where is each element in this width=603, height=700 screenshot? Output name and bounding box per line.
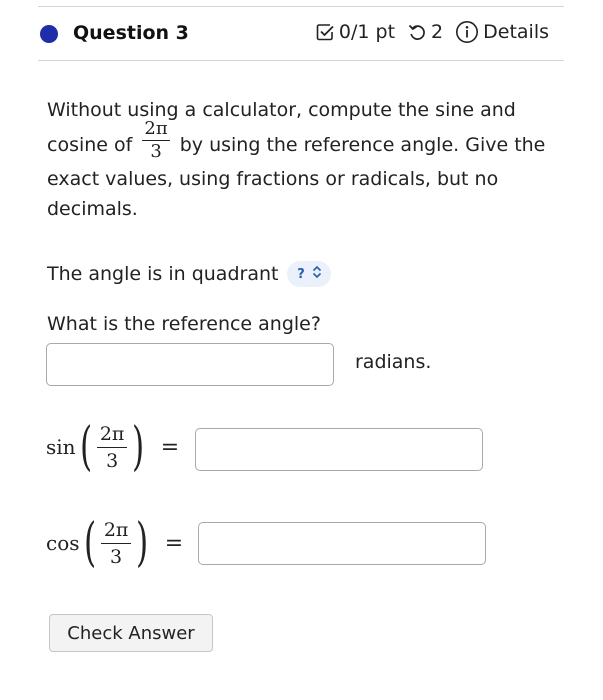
details-link[interactable] (455, 20, 549, 44)
retry-icon (407, 22, 427, 42)
quadrant-select[interactable] (287, 261, 331, 287)
checkbox-icon (315, 22, 335, 42)
score (315, 21, 395, 43)
cos-answer-input[interactable] (198, 522, 486, 565)
question-title: Question 3 (73, 22, 189, 44)
prompt-line: Without using a calculator, compute the sine and (47, 99, 516, 121)
attempts (407, 21, 443, 43)
question-dot-icon (40, 25, 58, 43)
quadrant-row (47, 261, 331, 287)
prompt-text: by using the reference angle. Give the (179, 134, 546, 156)
right-paren: ) (132, 417, 145, 477)
cos-function: cos (46, 531, 80, 555)
cos-fraction (101, 519, 132, 568)
question-header (0, 16, 603, 52)
right-paren: ) (136, 513, 149, 573)
fraction-numerator: 2π (97, 423, 128, 448)
equals-sign: = (164, 530, 184, 556)
score-text: 0/1 pt (338, 21, 396, 43)
quadrant-label: The angle is in quadrant (47, 263, 279, 285)
equals-sign: = (160, 434, 180, 460)
prompt-line: decimals. (47, 198, 138, 220)
radians-unit: radians. (355, 351, 432, 373)
angle-fraction (142, 119, 169, 162)
check-answer-button[interactable]: Check Answer (49, 614, 213, 652)
attempts-text: 2 (431, 21, 444, 43)
sin-answer-input[interactable] (195, 428, 483, 471)
info-icon (455, 20, 479, 44)
question-meta (315, 20, 549, 44)
sin-function: sin (46, 435, 76, 459)
fraction-denominator: 3 (110, 545, 123, 568)
quadrant-selected-value: ? (297, 266, 305, 282)
header-divider (38, 60, 564, 61)
fraction-numerator: 2π (144, 118, 168, 139)
chevron-updown-icon (312, 265, 322, 283)
prompt-text: cosine of (47, 134, 133, 156)
cos-equation (46, 512, 183, 574)
reference-angle-input[interactable] (46, 343, 334, 386)
left-paren: ( (79, 417, 92, 477)
fraction-numerator: 2π (101, 519, 132, 544)
fraction-denominator: 3 (150, 141, 162, 162)
sin-equation (46, 416, 179, 478)
prompt-line: exact values, using fractions or radicals, but no (47, 168, 499, 190)
sin-fraction (97, 423, 128, 472)
reference-angle-question: What is the reference angle? (47, 313, 321, 335)
question-prompt (47, 95, 567, 224)
left-paren: ( (83, 513, 96, 573)
fraction-denominator: 3 (106, 449, 119, 472)
details-label: Details (483, 21, 549, 43)
top-divider (38, 6, 564, 7)
